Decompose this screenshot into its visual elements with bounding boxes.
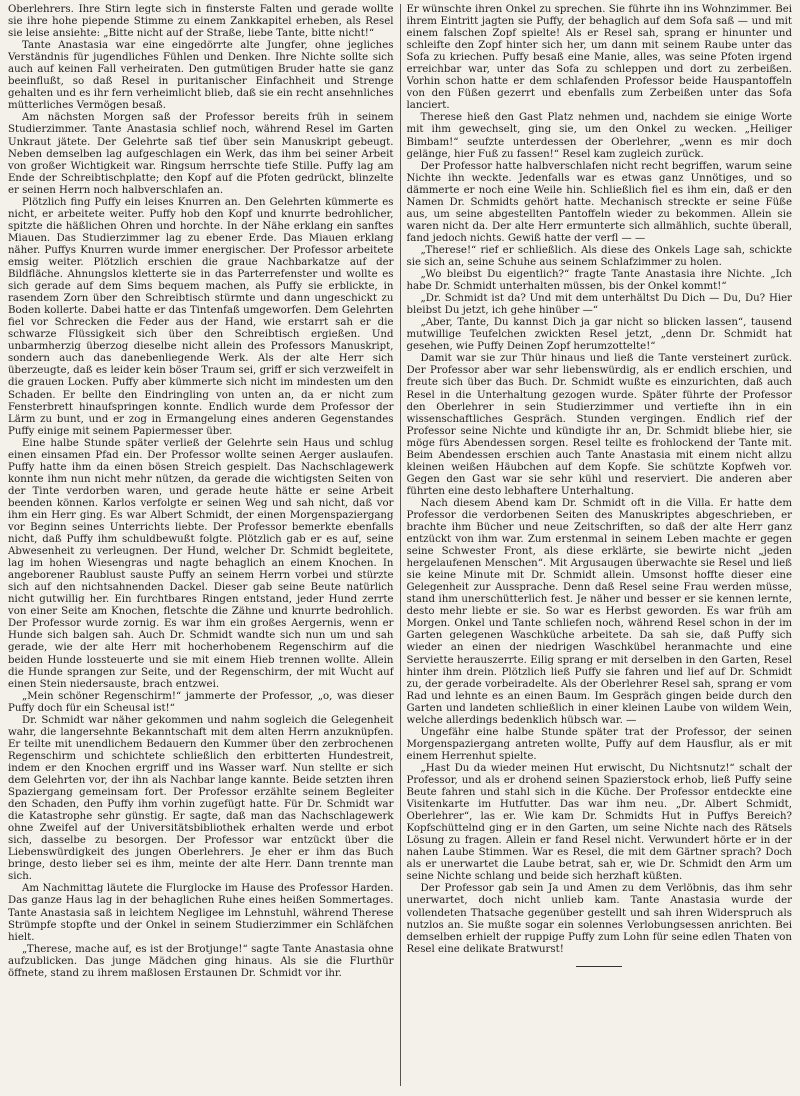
paragraph: Therese hieß den Gast Platz nehmen und, nachdem sie einige Worte mit ihm gewechselt, ging sie, um den Onkel zu wecken. „Heiliger Bimbam!“ seufzte unterdessen der Oberlehrer, „wenn es mir doch gelänge, hier Fuß zu fassen!“ Resel kam zugleich zurück. [406,112,792,160]
paragraph: Ungefähr eine halbe Stunde später trat der Professor, der seinen Morgenspaziergang antreten wollte, Puffy auf dem Hausflur, als er mit einem Herrenhut spielte. [406,726,792,762]
paragraph: Nach diesem Abend kam Dr. Schmidt oft in die Villa. Er hatte dem Professor die verdorbenen Seiten des Manuskriptes abgeschrieben, er brachte ihm Bücher und neue Zeitschriften, so daß der alte Herr ganz entzückt von ihm war. Zum erstenmal in seinem Leben machte er gegen seine Schwester Front, als diese erklärte, sie bewirte nicht „jeden hergelaufenen Menschen“. Mit Argusaugen überwachte sie Resel und ließ sie keine Minute mit Dr. Schmidt allein. Umsonst hoffte dieser eine Gelegenheit zur Aussprache. Denn daß Resel seine Frau werden müsse, stand ihm unerschütterlich fest. Je näher und besser er sie kennen lernte, desto mehr liebte er sie. So war es Herbst geworden. Es war früh am Morgen. Onkel und Tante schliefen noch, während Resel schon in der im Garten gelegenen Waschküche arbeitete. Da sah sie, daß Puffy sich wieder an einen der niedrigen Waschkübel heranmachte und eine Serviette herauszerrte. Eilig sprang er mit derselben in den Garten, Resel hinter ihm drein. Plötzlich ließ Puffy sie fahren und lief auf Dr. Schmidt zu, der gerade vorbeiradelte. Als der Oberlehrer Resel sah, sprang er vom Rad und lehnte es an einen Baum. Im Gespräch gingen beide durch den Garten und landeten schließlich in einer kleinen Laube von wildem Wein, welche allerdings bedenklich hübsch war. — [406,497,792,726]
paragraph: Dr. Schmidt war näher gekommen und nahm sogleich die Gelegenheit wahr, die langersehnte Bekanntschaft mit dem alten Herrn anzuknüpfen. Er teilte mit unendlichem Bedauern den Kummer über den zerbrochenen Regenschirm und schichtete schließlich den erbitterten Hundestreit, indem er den Knochen ergriff und ins Wasser warf. Nun stellte er sich dem Gelehrten vor, der ihn als Nachbar lange kannte. Beide setzten ihren Spaziergang gemeinsam fort. Der Professor erzählte seinem Begleiter den Schaden, den Puffy ihm vorhin zugefügt hatte. Für Dr. Schmidt war die Katastrophe sehr günstig. Er sagte, daß man das Nachschlagewerk ohne Zweifel auf der Universitätsbibliothek erhalten werde und erbot sich, dasselbe zu besorgen. Der Professor war entzückt über die Liebenswürdigkeit des jungen Oberlehrers. Je eher er ihm das Buch bringe, desto lieber sei es ihm, meinte der alte Herr. Dann trennte man sich. [8,714,394,883]
text-column-right [407,4,793,1096]
paragraph: „Hast Du da wieder meinen Hut erwischt, Du Nichtsnutz!“ schalt der Professor, und als er drohend seinen Spazierstock erhob, ließ Puffy seine Beute fahren und stahl sich in die Küche. Der Professor entdeckte eine Visitenkarte im Hutfutter. Das war ihm neu. „Dr. Albert Schmidt, Oberlehrer“, las er. Wie kam Dr. Schmidts Hut in Puffys Bereich? Kopfschüttelnd ging er in den Garten, um seine Nichte nach des Rätsels Lösung zu fragen. Allein er fand Resel nicht. Verwundert hörte er in der nahen Laube Stimmen. War es Resel, die mit dem Gärtner sprach? Doch als er unerwartet die Laube betrat, sah er, wie Dr. Schmidt den Arm um seine Nichte schlang und beide sich herzhaft küßten. [406,762,792,883]
paragraph: Er wünschte ihren Onkel zu sprechen. Sie führte ihn ins Wohnzimmer. Bei ihrem Eintritt jagten sie Puffy, der behaglich auf dem Sofa saß — und mit einem falschen Zopf spielte! Als er Resel sah, sprang er hinunter und schleifte den Zopf hinter sich her, um dann mit seinem Raube unter das Sofa zu kriechen. Puffy besaß eine Manie, alles, was seine Pfoten irgend erreichbar war, unter das Sofa zu schleppen und dort zu zerbeißen. Vorhin schon hatte er dem schlafenden Professor beide Hauspantoffeln von den Füßen gezerrt und ebenfalls zum Zerbeißen unter das Sofa lanciert. [406,4,792,112]
paragraph: „Dr. Schmidt ist da? Und mit dem unterhältst Du Dich — Du, Du? Hier bleibst Du jetzt, ich gehe hinüber —“ [406,293,792,317]
paragraph: Der Professor gab sein Ja und Amen zu dem Verlöbnis, das ihm sehr unerwartet, doch nicht unlieb kam. Tante Anastasia wurde der vollendeten Thatsache gegenüber gestellt und sah ihren Widerspruch als nutzlos an. Sie mußte sogar ein solennes Verlobungsessen anrichten. Bei demselben erhielt der ruppige Puffy zum Lohn für seine edlen Thaten von Resel eine delikate Bratwurst! [406,883,792,955]
paragraph: Der Professor hatte halbverschlafen nicht recht begriffen, warum seine Nichte ihn weckte. Jedenfalls war es etwas ganz Unnötiges, und so dämmerte er noch eine Weile hin. Schließlich fiel es ihm ein, daß er den Namen Dr. Schmidts gehört hatte. Mechanisch streckte er seine Füße aus, um seine abgestellten Pantoffeln wieder zu bekommen. Allein sie waren nicht da. Der alte Herr ermunterte sich allmählich, suchte überall, fand jedoch nichts. Gewiß hatte der verfl — — [406,160,792,244]
paragraph: „Mein schöner Regenschirm!“ jammerte der Professor, „o, was dieser Puffy doch für ein Scheusal ist!“ [8,690,394,714]
end-of-article-rule [576,966,622,967]
paragraph: Plötzlich fing Puffy ein leises Knurren an. Den Gelehrten kümmerte es nicht, er arbeitete weiter. Puffy hob den Kopf und knurrte bedrohlicher, spitzte die häßlichen Ohren und horchte. In der Nähe erklang ein sanftes Miauen. Das Studierzimmer lag zu ebener Erde. Das Miauen erklang näher. Puffys Knurren wurde immer energischer. Der Professor arbeitete emsig weiter. Plötzlich erschien die graue Nachbarkatze auf der Bildfläche. Ahnungslos kletterte sie in das Parterrefenster und wollte es sich gerade auf dem Sims bequem machen, als Puffy sie erblickte, in rasendem Zorn über den Schreibtisch stürmte und dann ungeschickt zu Boden kollerte. Dabei hatte er das Tintenfaß umgeworfen. Dem Gelehrten fiel vor Schrecken die Feder aus der Hand, wie erstarrt sah er die schwarze Flüssigkeit sich über den Schreibtisch ergießen. Und unbarmherzig überzog dieselbe nicht allein des Professors Manuskript, sondern auch das danebenliegende Werk. Als der alte Herr sich überzeugte, daß es leider kein böser Traum sei, griff er sich verzweifelt in die grauen Locken. Puffy aber kümmerte sich nicht im mindesten um den Schaden. Er bellte den Eindringling von unten an, da er nicht zum Fensterbrett hinaufspringen konnte. Endlich wurde dem Professor der Lärm zu bunt, und er zog in Ermangelung eines anderen Gegenstandes Puffy einige mit seinem Papiermesser über. [8,196,394,437]
paragraph: Eine halbe Stunde später verließ der Gelehrte sein Haus und schlug einen einsamen Pfad ein. Der Professor wollte seinen Aerger auslaufen. Puffy hatte ihm da einen bösen Streich gespielt. Das Nachschlagewerk konnte ihm nun nicht mehr nützen, da gerade die wichtigsten Seiten von der Tinte verdorben waren, und gerade heute hätte er seine Arbeit beenden können. Karlos verfolgte er seinen Weg und sah nicht, daß vor ihm ein Herr ging. Es war Albert Schmidt, der einen Morgenspaziergang vor Beginn seines Unterrichts liebte. Der Professor bemerkte ebenfalls nicht, daß Puffy ihm schuldbewußt folgte. Plötzlich gab er es auf, seine Abwesenheit zu verleugnen. Der Hund, welcher Dr. Schmidt begleitete, lag im hohen Wiesengras und nagte behaglich an einem Knochen. In angeborener Raublust sauste Puffy an seinem Herrn vorbei und stürzte sich auf den nichtsahnenden Dackel. Dieser gab seine Beute natürlich nicht gutwillig her. Ein furchtbares Ringen entstand, jeder Hund zerrte von einer Seite am Knochen, fletschte die Zähne und knurrte bedrohlich. Der Professor wurde zornig. Es war ihm ein großes Aergernis, wenn er Hunde sich balgen sah. Auch Dr. Schmidt wandte sich nun um und sah gerade, wie der alte Herr mit hocherhobenem Regenschirm auf die beiden Hunde lossteuerte und sie mit einem Hieb trennen wollte. Allein die Hunde sprangen zur Seite, und der Regenschirm, der mit Wucht auf einen Stein niedersauste, brach entzwei. [8,437,394,690]
paragraph: Am nächsten Morgen saß der Professor bereits früh in seinem Studierzimmer. Tante Anastasia schlief noch, während Resel im Garten Unkraut jätete. Der Gelehrte saß tief über sein Manuskript gebeugt. Neben demselben lag aufgeschlagen ein Werk, das ihm bei seiner Arbeit von großer Wichtigkeit war. Ringsum herrschte tiefe Stille. Puffy lag am Ende der Schreibtischplatte; den Kopf auf die Pfoten gedrückt, blinzelte er seinen Herrn noch halbverschlafen an. [8,112,394,196]
paragraph: Tante Anastasia war eine eingedörrte alte Jungfer, ohne jegliches Verständnis für jugendliches Fühlen und Denken. Ihre Nichte sollte sich auch auf keinen Fall verheiraten. Den gutmütigen Bruder hatte sie ganz beeinflußt, so daß Resel in puritanischer Einfachheit und Strenge gehalten und es ihr fern verheimlicht blieb, daß sie ein recht ansehnliches mütterliches Vermögen besaß. [8,40,394,112]
text-column-left [8,4,394,1096]
paragraph: „Wo bleibst Du eigentlich?“ fragte Tante Anastasia ihre Nichte. „Ich habe Dr. Schmidt unterhalten müssen, bis der Onkel kommt!“ [406,269,792,293]
paragraph: „Aber, Tante, Du kannst Dich ja gar nicht so blicken lassen“, tausend mutwillige Teufelchen zwickten Resel jetzt, „denn Dr. Schmidt hat gesehen, wie Puffy Deinen Zopf herumzottelte!“ [406,317,792,353]
paragraph: Oberlehrers. Ihre Stirn legte sich in finsterste Falten und gerade wollte sie ihre hohe piepende Stimme zu einem Zankkapitel erheben, als Resel sie leise ansiehte: „Bitte nicht auf der Straße, liebe Tante, bitte nicht!“ [8,4,394,40]
column-divider [400,4,401,1086]
paragraph: Am Nachmittag läutete die Flurglocke im Hause des Professor Harden. Das ganze Haus lag in der behaglichen Ruhe eines heißen Sommertages. Tante Anastasia saß in leichtem Negligee im Lehnstuhl, während Therese Strümpfe stopfte und der Onkel in seinem Studierzimmer ein Schläfchen hielt. [8,883,394,943]
paragraph: Damit war sie zur Thür hinaus und ließ die Tante versteinert zurück. Der Professor aber war sehr liebenswürdig, als er endlich erschien, und freute sich über das Buch. Dr. Schmidt wußte es einzurichten, daß auch Resel in die Unterhaltung gezogen wurde. Später führte der Professor den Oberlehrer in sein Studierzimmer und vertiefte ihn in ein wissenschaftliches Gespräch. Stunden vergingen. Endlich rief der Professor seine Nichte und kündigte ihr an, Dr. Schmidt bliebe hier, sie möge fürs Abendessen sorgen. Resel teilte es frohlockend der Tante mit. Beim Abendessen erschien auch Tante Anastasia mit einem nicht allzu kleinen weißen Häubchen auf dem Kopfe. Sie schützte Kopfweh vor. Gegen den Gast war sie sehr kühl und reserviert. Die anderen aber führten eine desto lebhaftere Unterhaltung. [406,353,792,497]
paragraph: „Therese, mache auf, es ist der Brotjunge!“ sagte Tante Anastasia ohne aufzublicken. Das junge Mädchen ging hinaus. Als sie die Flurthür öffnete, stand zu ihrem maßlosen Erstaunen Dr. Schmidt vor ihr. [8,943,394,979]
paragraph: „Therese!“ rief er schließlich. Als diese des Onkels Lage sah, schickte sie sich an, seine Schuhe aus seinem Schlafzimmer zu holen. [406,244,792,268]
